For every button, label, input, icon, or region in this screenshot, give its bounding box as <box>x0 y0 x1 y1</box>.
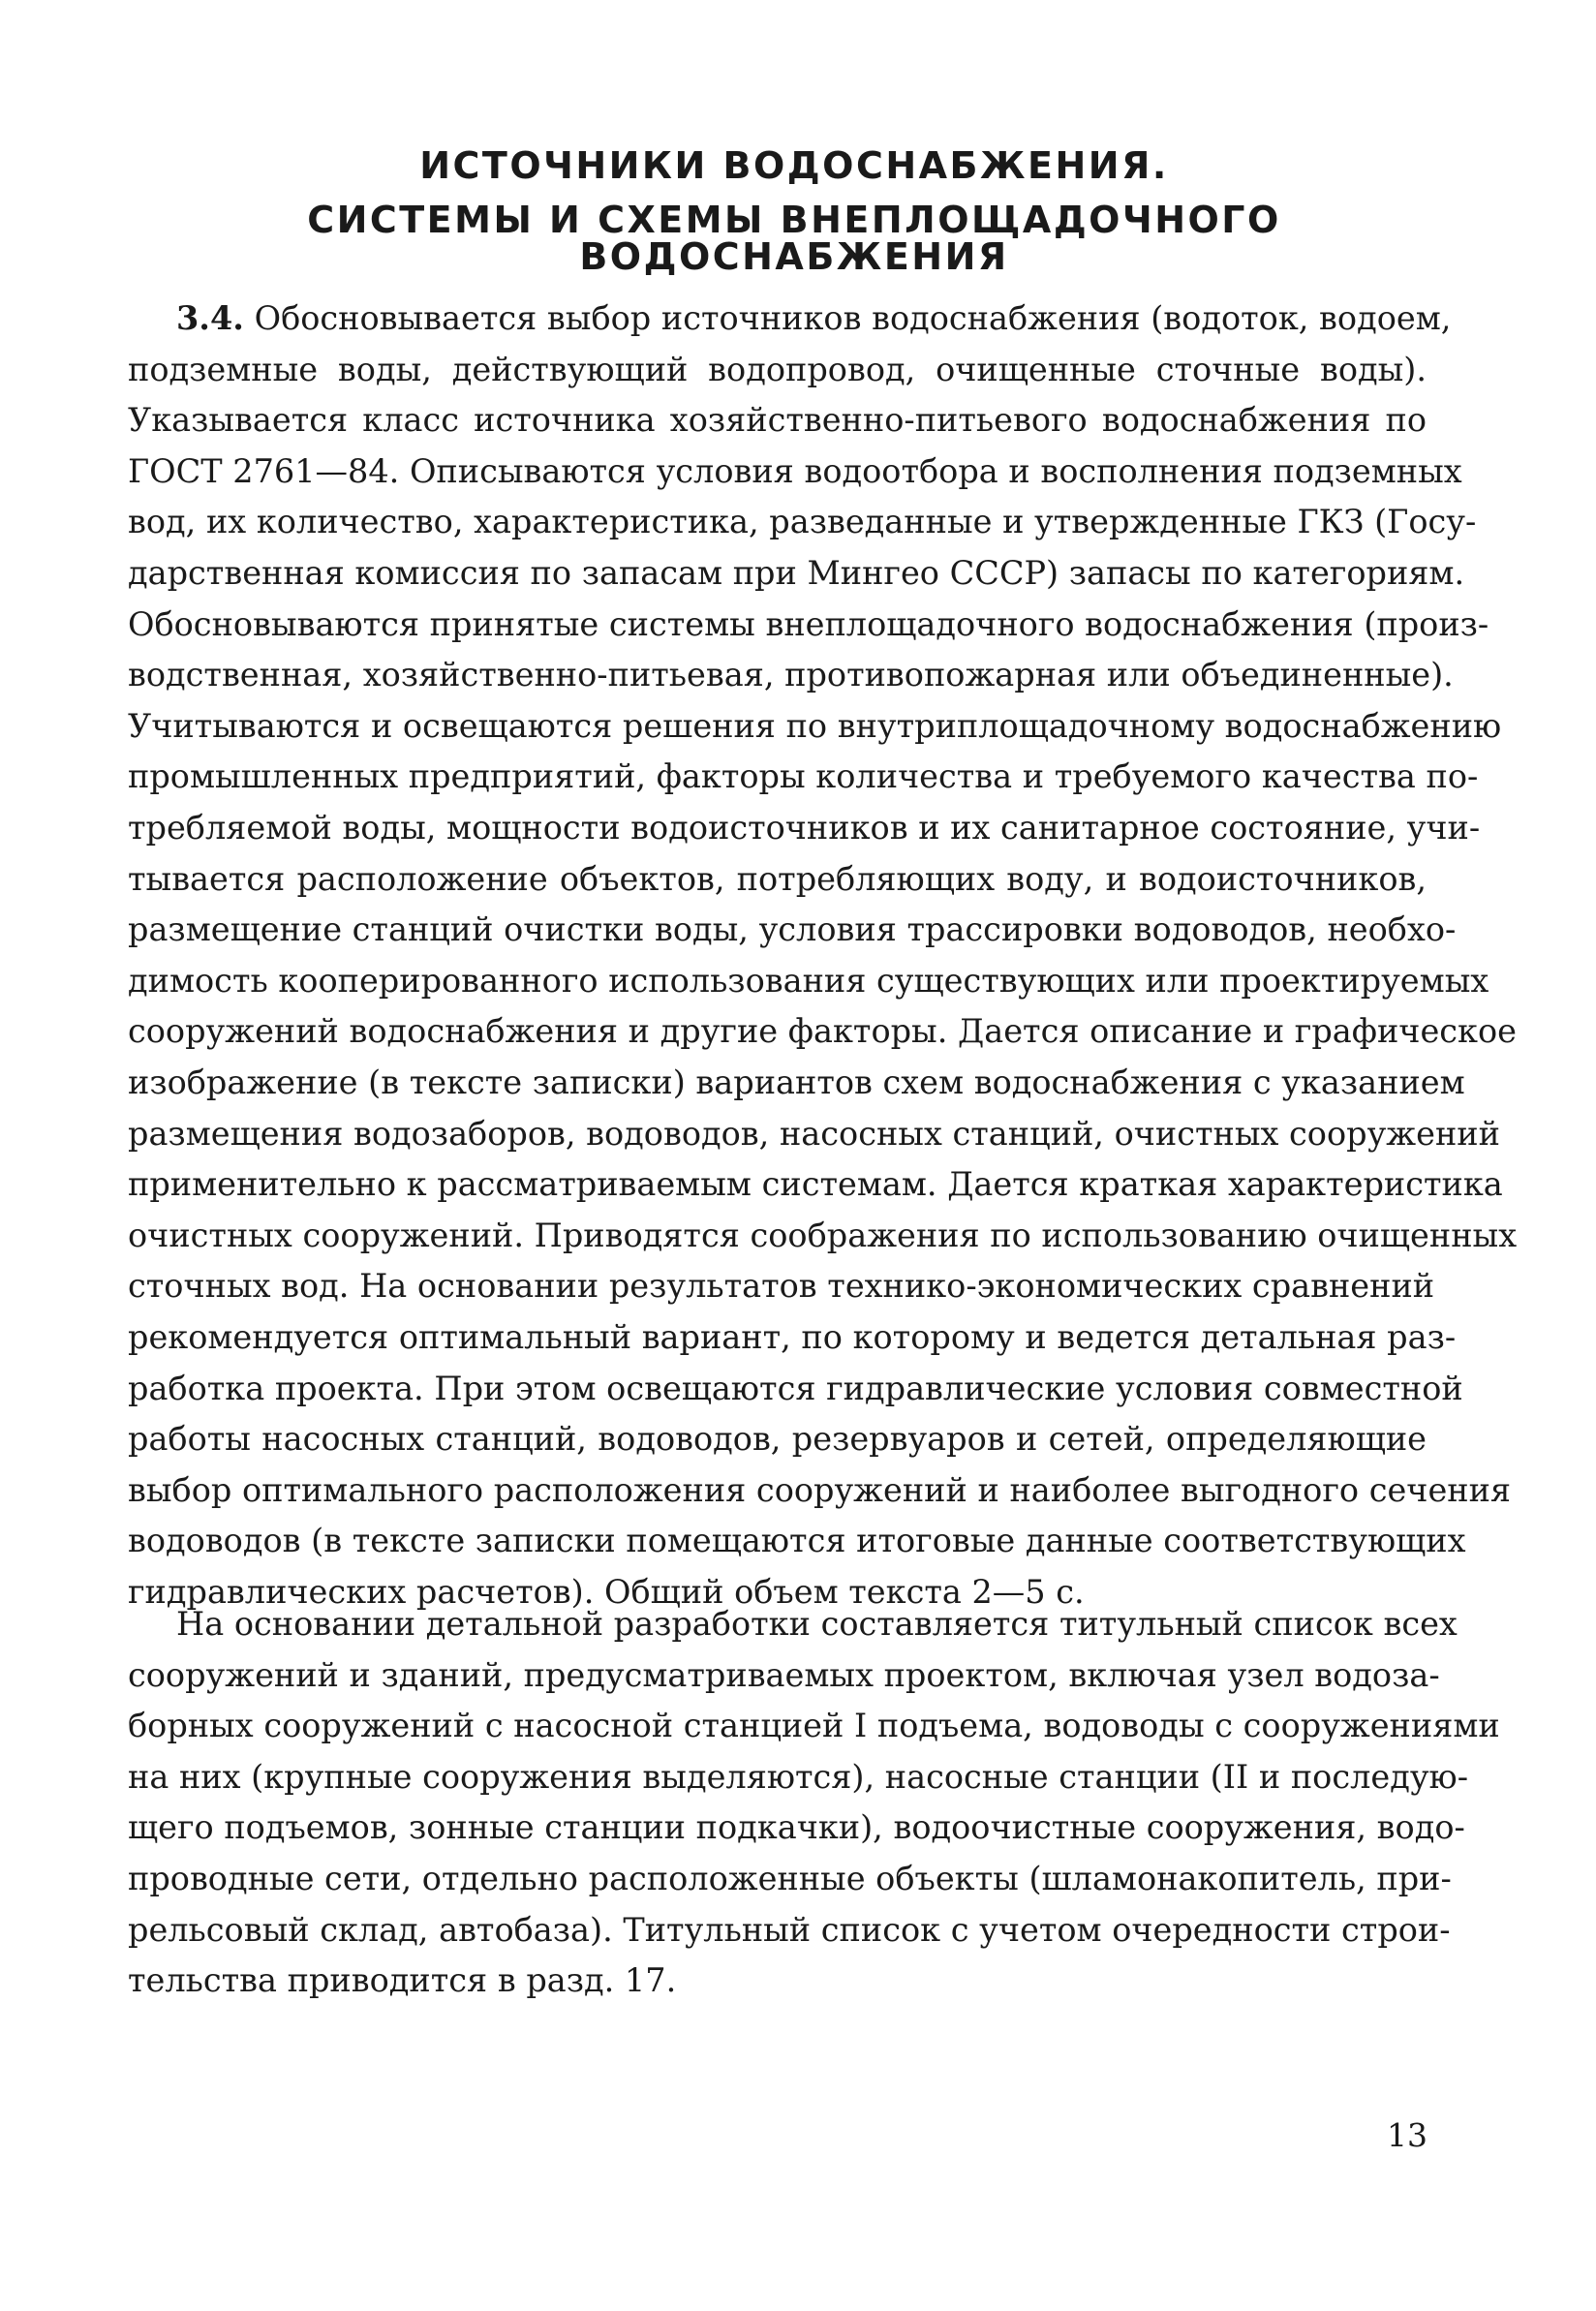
paragraph-line: вод, их количество, характеристика, разведанные и утвержденные ГКЗ (Госу- <box>128 503 1477 541</box>
paragraph-line: применительно к рассматриваемым системам. Дается краткая характеристика <box>128 1165 1503 1204</box>
paragraph-line: водоводов (в тексте записки помещаются итоговые данные соответствующих <box>128 1522 1466 1560</box>
paragraph-line: Учитываются и освещаются решения по внутриплощадочному водоснабжению <box>128 706 1502 745</box>
paragraph-line: очистных сооружений. Приводятся соображения по использованию очищенных <box>128 1216 1518 1254</box>
paragraph-line-text: Обосновывается выбор источников водоснабжения (водоток, водоем, <box>243 299 1452 337</box>
paragraph-line: борных сооружений с насосной станцией I подъема, водоводы с сооружениями <box>128 1707 1500 1745</box>
paragraph-line: димость кооперированного использования существующих или проектируемых <box>128 961 1489 1000</box>
paragraph-line: ГОСТ 2761—84. Описываются условия водоотбора и восполнения подземных <box>128 451 1462 490</box>
paragraph-line: сооружений водоснабжения и другие факторы. Дается описание и графическое <box>128 1012 1517 1051</box>
paragraph-line: выбор оптимального расположения сооружений и наиболее выгодного сечения <box>128 1470 1512 1509</box>
paragraph-line: сточных вод. На основании результатов технико-экономических сравнений <box>128 1267 1435 1306</box>
paragraph-line: щего подъемов, зонные станции подкачки), водоочистные сооружения, водо- <box>128 1808 1465 1847</box>
paragraph-line: подземные воды, действующий водопровод, очищенные сточные воды). <box>128 350 1427 388</box>
paragraph-line: промышленных предприятий, факторы количества и требуемого качества по- <box>128 757 1479 796</box>
paragraph-number: 3.4. <box>176 299 244 337</box>
paragraph-line: гидравлических расчетов). Общий объем текста 2—5 с. <box>128 1573 1085 1611</box>
paragraph-line: Указывается класс источника хозяйственно-питьевого водоснабжения по <box>128 401 1427 440</box>
paragraph-line: Обосновываются принятые системы внеплощадочного водоснабжения (произ- <box>128 604 1489 643</box>
paragraph-line: размещения водозаборов, водоводов, насосных станций, очистных сооружений <box>128 1114 1500 1153</box>
paragraph-line <box>176 299 1452 337</box>
heading-line-1: ИСТОЧНИКИ ВОДОСНАБЖЕНИЯ. <box>419 144 1169 187</box>
paragraph-line: работка проекта. При этом освещаются гидравлические условия совместной <box>128 1369 1463 1407</box>
paragraph-line: требляемой воды, мощности водоисточников и их санитарное состояние, учи- <box>128 809 1481 847</box>
paragraph-line: изображение (в тексте записки) вариантов схем водоснабжения с указанием <box>128 1063 1465 1101</box>
paragraph-line: сооружений и зданий, предусматриваемых проектом, включая узел водоза- <box>128 1655 1440 1694</box>
paragraph-line: проводные сети, отдельно расположенные объекты (шламонакопитель, при- <box>128 1860 1452 1897</box>
paragraph-line: рельсовый склад, автобаза). Титульный список с учетом очередности строи- <box>128 1910 1451 1949</box>
paragraph-line: рекомендуется оптимальный вариант, по которому и ведется детальная раз- <box>128 1318 1457 1356</box>
paragraph-line: тывается расположение объектов, потребляющих воду, и водоисточников, <box>128 859 1427 898</box>
paragraph-line: тельства приводится в разд. 17. <box>128 1961 677 2000</box>
paragraph-line: На основании детальной разработки составляется титульный список всех <box>176 1605 1458 1643</box>
page-number: 13 <box>1387 2116 1427 2154</box>
paragraph-line: водственная, хозяйственно-питьевая, противопожарная или объединенные). <box>128 656 1454 694</box>
paragraph-line: размещение станций очистки воды, условия трассировки водоводов, необхо- <box>128 910 1457 949</box>
paragraph-line: на них (крупные сооружения выделяются), насосные станции (II и последую- <box>128 1757 1469 1796</box>
paragraph-line: работы насосных станций, водоводов, резервуаров и сетей, определяющие <box>128 1420 1427 1459</box>
paragraph-line: дарственная комиссия по запасам при Мингео СССР) запасы по категориям. <box>128 554 1465 592</box>
heading-line-2: СИСТЕМЫ И СХЕМЫ ВНЕПЛОЩАДОЧНОГО ВОДОСНАБЖЕНИЯ <box>307 199 1281 278</box>
